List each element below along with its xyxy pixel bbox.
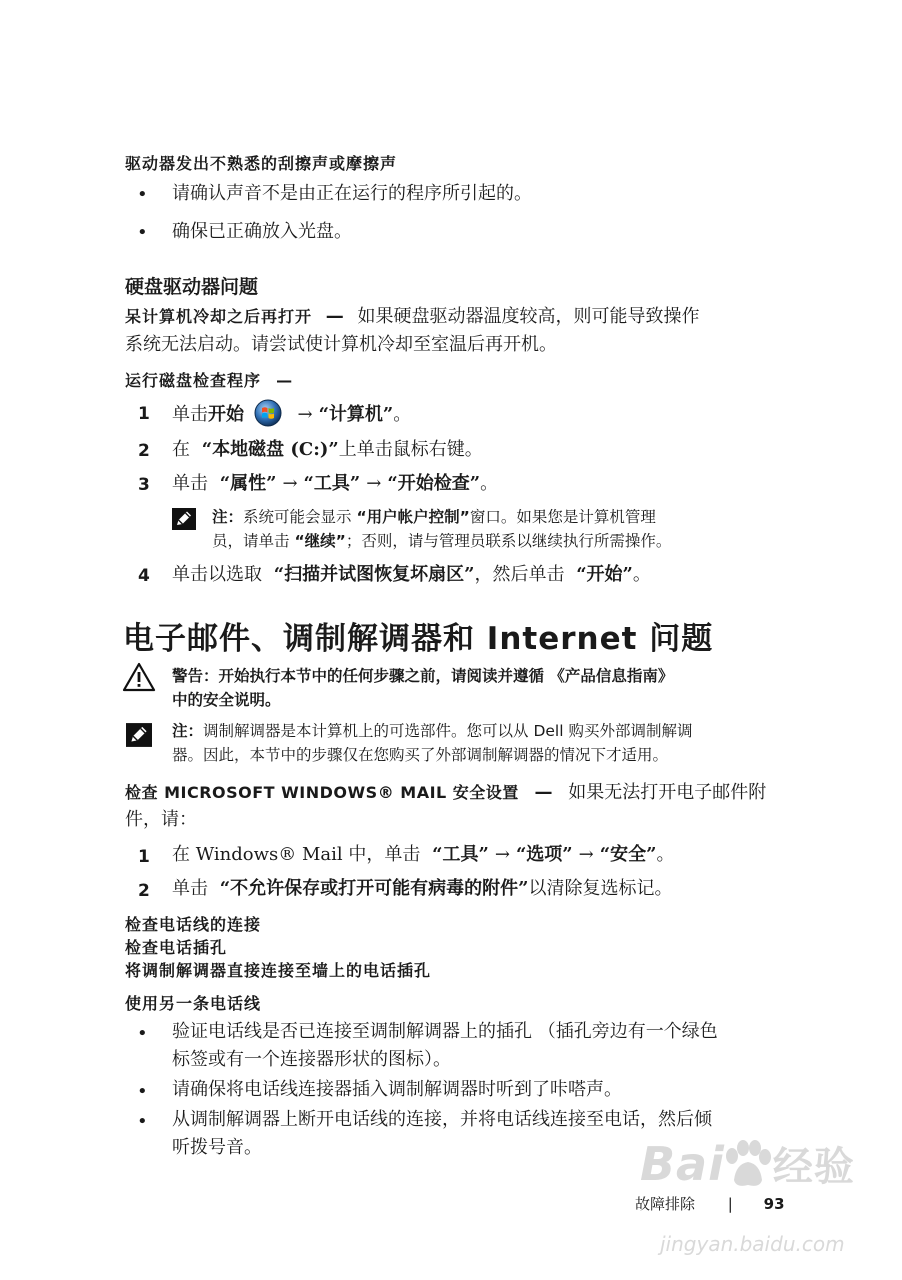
step-text: 在 bbox=[172, 439, 190, 460]
check-item: 检查电话线的连接 bbox=[125, 915, 262, 934]
paw-icon bbox=[722, 1140, 774, 1190]
arrow: → bbox=[297, 404, 313, 425]
step-text: 上单击鼠标右键。 bbox=[338, 439, 483, 460]
paragraph-mail-security bbox=[125, 779, 825, 807]
footer-separator: | bbox=[727, 1195, 733, 1213]
footer-section: 故障排除 bbox=[635, 1195, 696, 1213]
em-dash: — bbox=[276, 371, 293, 390]
arrow: → bbox=[494, 844, 510, 865]
note-label: 注： bbox=[172, 722, 204, 740]
footer bbox=[635, 1193, 785, 1214]
note-modem-optional bbox=[172, 719, 822, 767]
step-bold: “不允许保存或打开可能有病毒的附件” bbox=[219, 878, 529, 899]
step-bold: “安全” bbox=[599, 844, 657, 865]
note-pencil-icon bbox=[172, 508, 196, 530]
note-text: 窗口。如果您是计算机管理 bbox=[469, 508, 656, 526]
arrow: → bbox=[366, 473, 382, 494]
bullet-dot: • bbox=[137, 222, 148, 243]
bullet-dot: • bbox=[137, 1111, 148, 1132]
bullet-dot: • bbox=[137, 1023, 148, 1044]
list-line: 请确保将电话线连接器插入调制解调器时听到了咔嗒声。 bbox=[172, 1079, 622, 1100]
step-2 bbox=[172, 436, 483, 464]
step-number: 2 bbox=[138, 441, 150, 461]
list-line: 从调制解调器上断开电话线的连接，并将电话线连接至电话，然后倾 bbox=[172, 1109, 712, 1130]
check-item: 将调制解调器直接连接至墙上的电话插孔 bbox=[125, 961, 432, 980]
step-text: 单击 bbox=[172, 473, 208, 494]
section-heading-noise: 驱动器发出不熟悉的刮擦声或摩擦声 bbox=[125, 154, 398, 173]
note-line bbox=[212, 529, 812, 553]
em-dash: — bbox=[534, 782, 553, 803]
windows-start-icon bbox=[254, 399, 282, 427]
page-number: 93 bbox=[763, 1195, 785, 1213]
step-bold: “扫描并试图恢复坏扇区” bbox=[273, 564, 475, 585]
warning-label: 警告： bbox=[172, 667, 219, 685]
step-3 bbox=[172, 470, 498, 498]
mail-step-2 bbox=[172, 875, 672, 903]
paragraph-run-chkdsk bbox=[125, 368, 292, 391]
note-text: 调制解调器是本计算机上的可选部件。您可以从 Dell 购买外部调制解调 bbox=[203, 722, 693, 740]
step-text: 在 Windows® Mail 中，单击 bbox=[172, 844, 421, 865]
paragraph-text-line2: 系统无法启动。请尝试使计算机冷却至室温后再开机。 bbox=[125, 334, 557, 355]
note-bold: “用户帐户控制” bbox=[356, 508, 470, 526]
list-line: 听拨号音。 bbox=[172, 1137, 262, 1158]
list-line: 标签或有一个连接器形状的图标）。 bbox=[172, 1049, 451, 1070]
note-text: ；否则，请与管理员联系以继续执行所需操作。 bbox=[345, 532, 672, 550]
note-pencil-icon bbox=[126, 723, 152, 747]
note-text: 系统可能会显示 bbox=[243, 508, 352, 526]
step-text: 。 bbox=[632, 564, 651, 585]
note-text: 员，请单击 bbox=[212, 532, 290, 550]
bullet-dot: • bbox=[137, 1081, 148, 1102]
note-line bbox=[212, 505, 812, 529]
step-bold: “工具” bbox=[432, 844, 489, 865]
note-uac bbox=[212, 505, 812, 553]
step-text: 。 bbox=[656, 844, 675, 865]
step-text: 。 bbox=[393, 404, 412, 425]
list-item bbox=[172, 1106, 712, 1162]
step-text: 以清除复选标记。 bbox=[528, 878, 673, 899]
arrow: → bbox=[282, 473, 298, 494]
step-number: 2 bbox=[138, 881, 150, 901]
step-bold: “开始检查” bbox=[387, 473, 481, 494]
warning-line: 中的安全说明。 bbox=[172, 691, 281, 709]
step-1 bbox=[172, 399, 411, 429]
warning-text bbox=[172, 664, 673, 712]
step-number: 1 bbox=[138, 404, 150, 424]
arrow: → bbox=[578, 844, 594, 865]
note-label: 注： bbox=[212, 508, 244, 526]
step-text: 单击 bbox=[172, 878, 208, 899]
step-bold: “计算机” bbox=[318, 404, 394, 425]
check-item: 检查电话插孔 bbox=[125, 938, 228, 957]
paragraph-lead: 运行磁盘检查程序 bbox=[125, 371, 262, 390]
paragraph-text: 如果硬盘驱动器温度较高，则可能导致操作 bbox=[357, 306, 700, 327]
watermark-brand2: 经验 bbox=[772, 1144, 855, 1190]
step-number: 1 bbox=[138, 847, 150, 867]
step-bold: “选项” bbox=[515, 844, 573, 865]
step-bold: “开始” bbox=[576, 564, 633, 585]
watermark-brand: Bai bbox=[640, 1137, 725, 1191]
step-4 bbox=[172, 561, 651, 589]
step-number: 4 bbox=[138, 566, 150, 586]
note-line: 器。因此，本节中的步骤仅在您购买了外部调制解调器的情况下才适用。 bbox=[172, 746, 669, 764]
step-bold: “工具” bbox=[303, 473, 361, 494]
watermark-url: jingyan.baidu.com bbox=[660, 1232, 845, 1256]
mail-step-1 bbox=[172, 841, 674, 869]
warning-line bbox=[172, 664, 673, 688]
paragraph-lead: 呆计算机冷却之后再打开 bbox=[125, 307, 313, 326]
paragraph-lead: 检查 MICROSOFT WINDOWS® MAIL 安全设置 bbox=[125, 783, 519, 802]
step-bold: “属性” bbox=[219, 473, 277, 494]
list-item: 请确认声音不是由正在运行的程序所引起的。 bbox=[172, 183, 532, 204]
step-text: 单击 bbox=[172, 404, 208, 425]
step-text: 。 bbox=[480, 473, 499, 494]
warning-icon bbox=[122, 662, 156, 692]
step-bold: 开始 bbox=[208, 404, 244, 425]
section-heading-hdd: 硬盘驱动器问题 bbox=[125, 276, 259, 298]
note-line bbox=[172, 719, 822, 743]
paragraph-text-line2: 件，请： bbox=[125, 809, 197, 830]
list-item bbox=[172, 1076, 622, 1104]
bullet-dot: • bbox=[137, 184, 148, 205]
check-item: 使用另一条电话线 bbox=[125, 994, 262, 1013]
list-item: 确保已正确放入光盘。 bbox=[172, 221, 352, 242]
warning-content: 开始执行本节中的任何步骤之前，请阅读并遵循 《产品信息指南》 bbox=[218, 667, 674, 685]
section-heading-email-modem: 电子邮件、调制解调器和 Internet 问题 bbox=[123, 621, 714, 657]
note-bold: “继续” bbox=[294, 532, 346, 550]
step-number: 3 bbox=[138, 475, 150, 495]
step-bold: “本地磁盘 (C:)” bbox=[201, 439, 339, 460]
em-dash: — bbox=[325, 306, 344, 327]
step-text: 单击以选取 bbox=[172, 564, 262, 585]
list-item bbox=[172, 1018, 718, 1074]
paragraph-cool-computer bbox=[125, 303, 815, 331]
list-line: 验证电话线是否已连接至调制解调器上的插孔 （插孔旁边有一个绿色 bbox=[172, 1021, 718, 1042]
paragraph-text: 如果无法打开电子邮件附 bbox=[568, 782, 767, 803]
step-text: ，然后单击 bbox=[474, 564, 565, 585]
